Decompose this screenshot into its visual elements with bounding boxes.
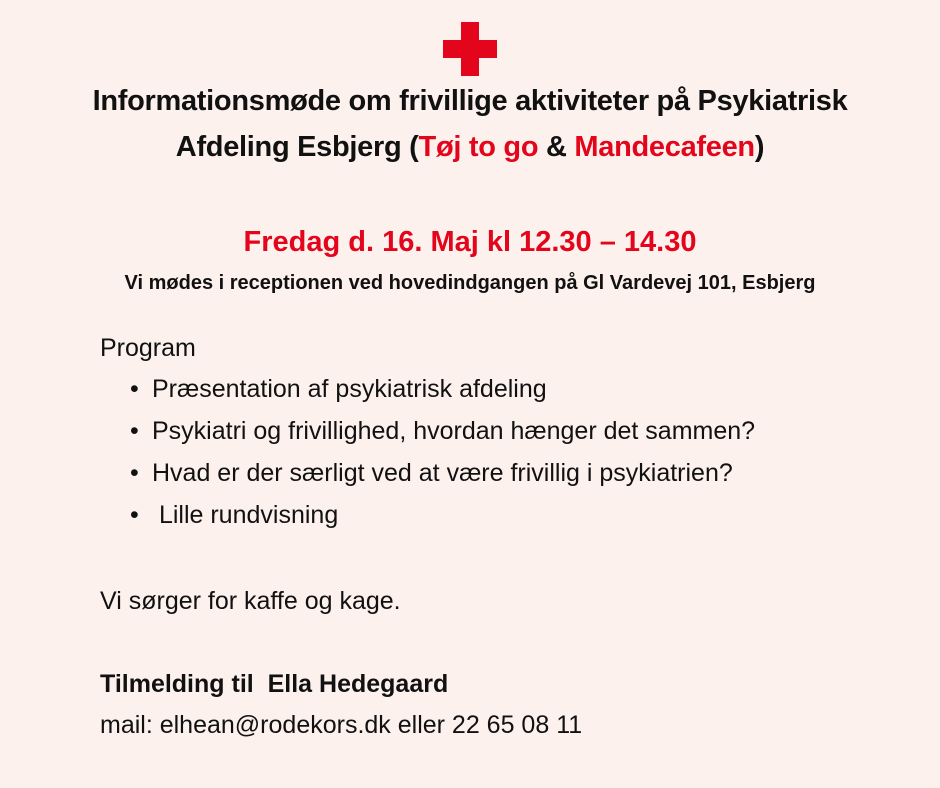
bullet-icon: • bbox=[130, 417, 139, 445]
program-item-text: Hvad er der særligt ved at være frivillig i psykiatrien? bbox=[152, 459, 733, 487]
list-item bbox=[100, 494, 900, 536]
program-item-text: Psykiatri og frivillighed, hvordan hænger det sammen? bbox=[152, 417, 756, 445]
red-cross-icon bbox=[443, 22, 497, 76]
bullet-icon: • bbox=[130, 375, 139, 403]
program-item-text: Lille rundvisning bbox=[152, 501, 339, 529]
program-item-text: Præsentation af psykiatrisk afdeling bbox=[152, 375, 547, 403]
title-closing: ) bbox=[754, 131, 765, 163]
title-part-2: Afdeling Esbjerg ( bbox=[175, 131, 419, 163]
bullet-icon: • bbox=[130, 501, 139, 529]
list-item bbox=[100, 368, 900, 410]
program-list bbox=[100, 368, 900, 536]
refreshments-text: Vi sørger for kaffe og kage. bbox=[100, 587, 401, 615]
event-location: Vi mødes i receptionen ved hovedindgangen på Gl Vardevej 101, Esbjerg bbox=[124, 272, 816, 294]
program-label: Program bbox=[100, 334, 196, 362]
signup-label: Tilmelding til Ella Hedegaard bbox=[100, 670, 449, 698]
title-highlight-mandecafeen: Mandecafeen bbox=[574, 131, 755, 163]
title-line-2 bbox=[20, 124, 920, 170]
list-item bbox=[100, 452, 900, 494]
event-date: Fredag d. 16. Maj kl 12.30 – 14.30 bbox=[243, 226, 697, 258]
cross-horizontal-bar bbox=[443, 40, 497, 58]
title-part-1: Informationsmøde om frivillige aktiviteter på Psykiatrisk bbox=[92, 85, 848, 117]
title-line-1 bbox=[20, 78, 920, 124]
bullet-icon: • bbox=[130, 459, 139, 487]
title-highlight-toj-to-go: Tøj to go bbox=[418, 131, 539, 163]
contact-info: mail: elhean@rodekors.dk eller 22 65 08 11 bbox=[100, 711, 583, 739]
page-title bbox=[20, 78, 920, 170]
title-separator: & bbox=[538, 131, 575, 163]
list-item bbox=[100, 410, 900, 452]
